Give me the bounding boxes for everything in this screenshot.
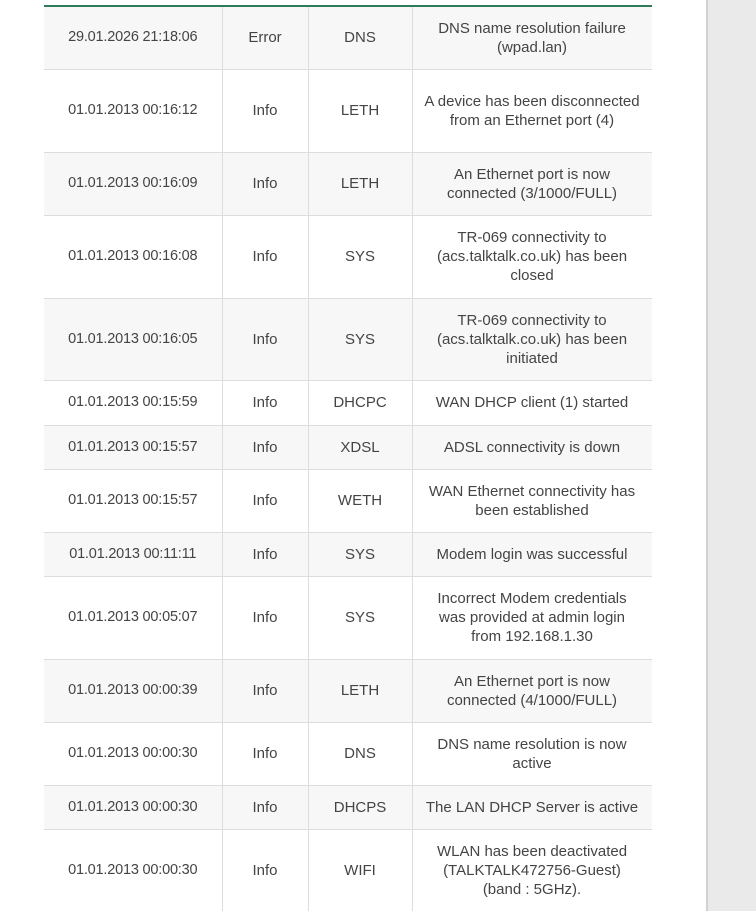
event-level: Info bbox=[222, 298, 308, 380]
event-level: Error bbox=[222, 7, 308, 69]
table-row bbox=[44, 380, 652, 425]
event-message: WLAN has been deactivated (TALKTALK472756-Guest) (band : 5GHz). bbox=[412, 829, 652, 911]
table-row bbox=[44, 532, 652, 576]
event-message: Incorrect Modem credentials was provided at admin login from 192.168.1.30 bbox=[412, 576, 652, 659]
event-level: Info bbox=[222, 380, 308, 425]
table-row bbox=[44, 152, 652, 215]
event-date: 01.01.2013 00:15:59 bbox=[44, 380, 222, 425]
table-row bbox=[44, 425, 652, 469]
event-level: Info bbox=[222, 829, 308, 911]
event-source: LETH bbox=[308, 659, 412, 722]
event-source: SYS bbox=[308, 298, 412, 380]
event-source: WETH bbox=[308, 469, 412, 532]
event-message: An Ethernet port is now connected (4/1000/FULL) bbox=[412, 659, 652, 722]
event-date: 01.01.2013 00:16:09 bbox=[44, 152, 222, 215]
event-date: 01.01.2013 00:16:05 bbox=[44, 298, 222, 380]
event-message: DNS name resolution failure (wpad.lan) bbox=[412, 7, 652, 69]
event-log-body bbox=[44, 7, 652, 911]
event-date: 01.01.2013 00:00:30 bbox=[44, 722, 222, 785]
table-row bbox=[44, 469, 652, 532]
event-source: SYS bbox=[308, 215, 412, 298]
event-source: DNS bbox=[308, 7, 412, 69]
event-level: Info bbox=[222, 785, 308, 829]
table-row bbox=[44, 829, 652, 911]
event-message: TR-069 connectivity to (acs.talktalk.co.uk) has been closed bbox=[412, 215, 652, 298]
event-source: LETH bbox=[308, 152, 412, 215]
event-level: Info bbox=[222, 69, 308, 152]
event-message: DNS name resolution is now active bbox=[412, 722, 652, 785]
event-source: DHCPS bbox=[308, 785, 412, 829]
page-scrollbar[interactable] bbox=[706, 0, 756, 911]
event-message: WAN Ethernet connectivity has been established bbox=[412, 469, 652, 532]
event-level: Info bbox=[222, 215, 308, 298]
table-row bbox=[44, 576, 652, 659]
event-source: XDSL bbox=[308, 425, 412, 469]
event-level: Info bbox=[222, 659, 308, 722]
event-date: 01.01.2013 00:05:07 bbox=[44, 576, 222, 659]
event-level: Info bbox=[222, 425, 308, 469]
event-level: Info bbox=[222, 152, 308, 215]
event-source: WIFI bbox=[308, 829, 412, 911]
event-date: 01.01.2013 00:00:30 bbox=[44, 829, 222, 911]
event-message: A device has been disconnected from an Ethernet port (4) bbox=[412, 69, 652, 152]
event-date: 01.01.2013 00:15:57 bbox=[44, 469, 222, 532]
event-date: 01.01.2013 00:00:39 bbox=[44, 659, 222, 722]
event-level: Info bbox=[222, 722, 308, 785]
table-row bbox=[44, 69, 652, 152]
event-level: Info bbox=[222, 469, 308, 532]
event-message: An Ethernet port is now connected (3/1000/FULL) bbox=[412, 152, 652, 215]
table-row bbox=[44, 7, 652, 69]
event-date: 01.01.2013 00:11:11 bbox=[44, 532, 222, 576]
event-level: Info bbox=[222, 532, 308, 576]
event-date: 01.01.2013 00:16:12 bbox=[44, 69, 222, 152]
event-message: WAN DHCP client (1) started bbox=[412, 380, 652, 425]
table-row bbox=[44, 659, 652, 722]
event-date: 29.01.2026 21:18:06 bbox=[44, 7, 222, 69]
event-source: SYS bbox=[308, 576, 412, 659]
event-message: Modem login was successful bbox=[412, 532, 652, 576]
event-date: 01.01.2013 00:00:30 bbox=[44, 785, 222, 829]
table-row bbox=[44, 785, 652, 829]
table-row bbox=[44, 298, 652, 380]
table-row bbox=[44, 722, 652, 785]
event-message: ADSL connectivity is down bbox=[412, 425, 652, 469]
event-source: DNS bbox=[308, 722, 412, 785]
event-log-table bbox=[44, 7, 652, 911]
event-source: DHCPC bbox=[308, 380, 412, 425]
event-date: 01.01.2013 00:15:57 bbox=[44, 425, 222, 469]
event-level: Info bbox=[222, 576, 308, 659]
event-log-panel bbox=[44, 0, 652, 911]
event-source: LETH bbox=[308, 69, 412, 152]
event-date: 01.01.2013 00:16:08 bbox=[44, 215, 222, 298]
event-message: The LAN DHCP Server is active bbox=[412, 785, 652, 829]
event-message: TR-069 connectivity to (acs.talktalk.co.uk) has been initiated bbox=[412, 298, 652, 380]
event-source: SYS bbox=[308, 532, 412, 576]
table-row bbox=[44, 215, 652, 298]
